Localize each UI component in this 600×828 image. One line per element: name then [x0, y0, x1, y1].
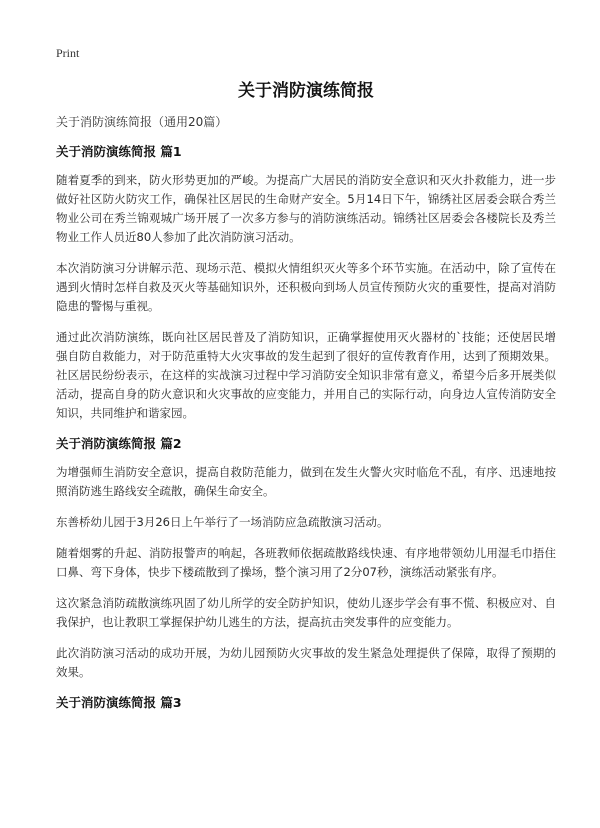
paragraph: 随着夏季的到来，防火形势更加的严峻。为提高广大居民的消防安全意识和灭火扑救能力，进一步做好社区防火防灾工作，确保社区居民的生命财产安全。5月14日下午，锦绣社区居委会联合秀兰物业公司在秀兰锦观城广场开展了一次多方参与的消防演练活动。锦绣社区居委会各楼院长及秀兰物业工作人员近80人参加了此次消防演习活动。: [56, 173, 556, 244]
section-heading: 关于消防演练简报 篇2: [56, 436, 182, 451]
paragraph: 随着烟雾的升起、消防报警声的响起，各班教师依据疏散路线快速、有序地带领幼儿用湿毛巾捂住口鼻、弯下身体，快步下楼疏散到了操场，整个演习用了2分07秒，演练活动紧张有序。: [56, 546, 556, 579]
paragraph: 此次消防演习活动的成功开展，为幼儿园预防火灾事故的发生紧急处理提供了保障，取得了预期的效果。: [56, 646, 556, 679]
document-page: [56, 44, 556, 722]
section-2: [56, 435, 556, 682]
print-link[interactable]: Print: [56, 46, 80, 60]
paragraph: 为增强师生消防安全意识，提高自救防范能力，做到在发生火警火灾时临危不乱，有序、迅速地按照消防逃生路线安全疏散，确保生命安全。: [56, 465, 556, 498]
paragraph: 本次消防演习分讲解示范、现场示范、模拟火情组织灭火等多个环节实施。在活动中，除了宣传在遇到火情时怎样自救及灭火等基础知识外，还积极向到场人员宣传预防火灾的重要性，提高对消防隐患的警惕与重视。: [56, 261, 556, 313]
section-heading: 关于消防演练简报 篇3: [56, 695, 182, 710]
section-3: [56, 694, 556, 712]
page-title: 关于消防演练简报: [238, 81, 374, 101]
paragraph: 通过此次消防演练，既向社区居民普及了消防知识，正确掌握使用灭火器材的`技能；还使居民增强自防自救能力，对于防范重特大火灾事故的发生起到了很好的宣传教育作用，达到了预期效果。社区居民纷纷表示，在这样的实战演习过程中学习消防安全知识非常有意义，希望今后多开展类似活动，提高自身的防火意识和火灾事故的应变能力，并用自己的实际行动，向身边人宣传消防安全知识，共同维护和谐家园。: [56, 330, 556, 420]
section-1: [56, 143, 556, 423]
paragraph: 这次紧急消防疏散演练巩固了幼儿所学的安全防护知识，使幼儿逐步学会有事不慌、积极应对、自我保护，也让教职工掌握保护幼儿逃生的方法，提高抗击突发事件的应变能力。: [56, 596, 556, 629]
paragraph: 东善桥幼儿园于3月26日上午举行了一场消防应急疏散演习活动。: [56, 515, 389, 529]
section-heading: 关于消防演练简报 篇1: [56, 144, 182, 159]
document-subtitle: 关于消防演练简报（通用20篇）: [56, 115, 228, 129]
